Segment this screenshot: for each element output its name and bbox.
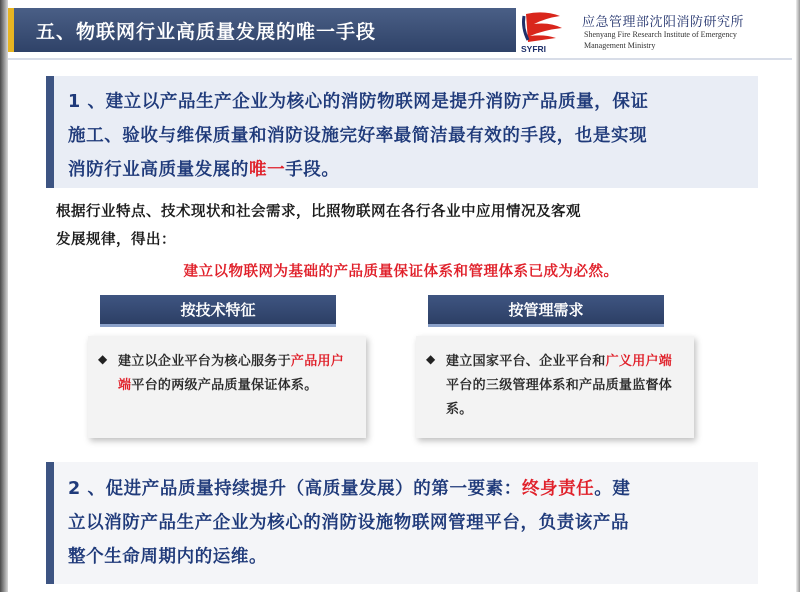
conclusion-text: 建立以物联网为基础的产品质量保证体系和管理体系已成为必然。: [183, 264, 619, 280]
point-2-line-1: [68, 472, 758, 506]
point-2-line-1-suffix: 。建: [594, 479, 631, 499]
management-needs-card: [416, 336, 694, 438]
point-1-line-3-suffix: 手段。: [285, 160, 340, 180]
left-edge-shadow: [0, 0, 8, 592]
logo-abbr: SYFRI: [521, 44, 547, 54]
management-text-suffix: 平台的三级管理体系和产品质量监督体系。: [446, 378, 673, 417]
management-text-highlight: 广义用户端: [605, 354, 673, 369]
point-2-line-3: 整个生命周期内的运维。: [68, 547, 268, 567]
point-2-highlight: 终身责任: [521, 479, 595, 499]
page-title: 五、物联网行业高质量发展的唯一手段: [36, 20, 377, 43]
tab-management-needs: 按管理需求: [428, 295, 664, 327]
technical-features-text: [118, 350, 354, 398]
institute-name-en-line2: Management Ministry: [584, 41, 656, 50]
institute-name-cn: 应急管理部沈阳消防研究所: [582, 15, 745, 30]
intro-line-1: 根据行业特点、技术现状和社会需求，比照物联网在各行各业中应用情况及客观: [56, 204, 581, 220]
point-1-line-1: 1 、建立以产品生产企业为核心的消防物联网是提升消防产品质量，保证: [68, 92, 649, 112]
intro-paragraph: [56, 198, 746, 254]
point-1-line-3: [68, 153, 758, 187]
institute-name-en-line1: Shenyang Fire Research Institute of Emergency: [584, 30, 737, 39]
point-2-box: [46, 462, 758, 584]
header-divider: [8, 58, 792, 60]
header-bar: [8, 8, 516, 52]
point-1-box: [46, 76, 758, 188]
management-text-prefix: 建立国家平台、企业平台和: [446, 354, 606, 369]
point-1-line-2: 施工、验收与维保质量和消防设施完好率最简洁最有效的手段，也是实现: [68, 126, 648, 146]
institute-logo: [520, 10, 792, 54]
syfri-logo-icon: [520, 10, 566, 54]
point-2-line-1-prefix: 2 、促进产品质量持续提升（高质量发展）的第一要素：: [68, 479, 522, 499]
tab-technical-features: 按技术特征: [100, 295, 336, 327]
technical-text-suffix: 平台的两级产品质量保证体系。: [131, 378, 318, 393]
technical-text-prefix: 建立以企业平台为核心服务于: [118, 354, 291, 369]
point-2-line-2: 立以消防产品生产企业为核心的消防设施物联网管理平台，负责该产品: [68, 513, 630, 533]
point-1-highlight: 唯一: [249, 160, 286, 180]
management-needs-text: [446, 350, 682, 422]
diamond-bullet-icon: ◆: [98, 352, 108, 366]
right-edge-shadow: [796, 0, 800, 592]
technical-features-card: [88, 336, 366, 438]
intro-line-2: 发展规律，得出：: [56, 232, 176, 248]
diamond-bullet-icon: ◆: [426, 352, 436, 366]
technical-text-highlight: 产品用户端: [118, 354, 345, 393]
header-accent: [8, 8, 14, 52]
point-1-line-3-prefix: 消防行业高质量发展的: [68, 160, 249, 180]
